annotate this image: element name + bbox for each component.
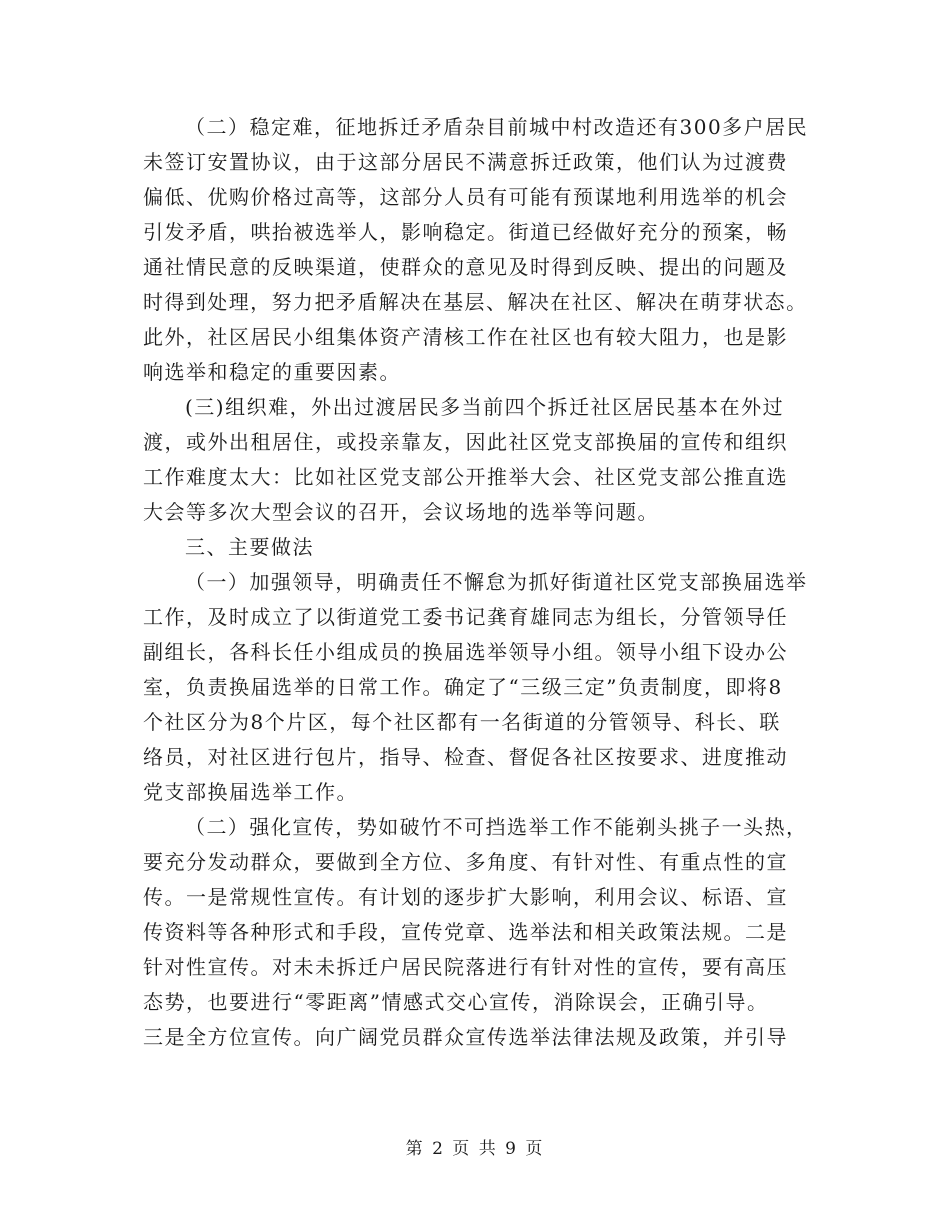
page-number-footer: 第 2 页 共 9 页 bbox=[405, 1139, 545, 1159]
section-heading: 三、主要做法 bbox=[185, 535, 314, 559]
paragraph-line: 偏低、优购价格过高等，这部分人员有可能有预谋地利用选举的机会 bbox=[143, 185, 788, 209]
paragraph-line: 此外，社区居民小组集体资产清核工作在社区也有较大阻力，也是影 bbox=[143, 325, 788, 349]
paragraph-line: 络员，对社区进行包片，指导、检查、督促各社区按要求、进度推动 bbox=[143, 745, 788, 769]
paragraph-line: 针对性宣传。对未未拆迁户居民院落进行有针对性的宣传，要有高压 bbox=[143, 955, 788, 979]
paragraph-line: 党支部换届选举工作。 bbox=[143, 780, 358, 804]
paragraph-line: 副组长，各科长任小组成员的换届选举领导小组。领导小组下设办公 bbox=[143, 640, 788, 664]
paragraph-line: 传资料等各种形式和手段，宣传党章、选举法和相关政策法规。二是 bbox=[143, 920, 788, 944]
paragraph-line: （一）加强领导，明确责任不懈怠为抓好街道社区党支部换届选举 bbox=[185, 570, 808, 594]
paragraph-line: 传。一是常规性宣传。有计划的逐步扩大影响，利用会议、标语、宣 bbox=[143, 885, 788, 909]
paragraph-line: （二）强化宣传，势如破竹不可挡选举工作不能剃头挑子一头热， bbox=[185, 815, 808, 839]
paragraph-line: 三是全方位宣传。向广阔党员群众宣传选举法律法规及政策，并引导 bbox=[143, 1025, 788, 1049]
paragraph-line: 个社区分为8个片区，每个社区都有一名街道的分管领导、科长、联 bbox=[143, 710, 781, 734]
paragraph-line: 未签订安置协议，由于这部分居民不满意拆迁政策，他们认为过渡费 bbox=[143, 150, 788, 174]
paragraph-line: （二）稳定难，征地拆迁矛盾杂目前城中村改造还有300多户居民 bbox=[185, 115, 809, 139]
paragraph-line: 响选举和稳定的重要因素。 bbox=[143, 360, 401, 384]
paragraph-line: 通社情民意的反映渠道，使群众的意见及时得到反映、提出的问题及 bbox=[143, 255, 788, 279]
paragraph-line: 引发矛盾，哄抬被选举人，影响稳定。街道已经做好充分的预案，畅 bbox=[143, 220, 788, 244]
paragraph-line: 工作难度太大：比如社区党支部公开推举大会、社区党支部公推直选 bbox=[143, 465, 788, 489]
paragraph-line: 室，负责换届选举的日常工作。确定了“三级三定”负责制度，即将8 bbox=[143, 675, 783, 699]
paragraph-line: 渡，或外出租居住，或投亲靠友，因此社区党支部换届的宣传和组织 bbox=[143, 430, 788, 454]
paragraph-line: 要充分发动群众，要做到全方位、多角度、有针对性、有重点性的宣 bbox=[143, 850, 788, 874]
paragraph-line: 态势，也要进行“零距离”情感式交心宣传，消除误会，正确引导。 bbox=[143, 990, 769, 1014]
paragraph-line: (三)组织难，外出过渡居民多当前四个拆迁社区居民基本在外过 bbox=[185, 395, 785, 419]
paragraph-line: 时得到处理，努力把矛盾解决在基层、解决在社区、解决在萌芽状态。 bbox=[143, 290, 808, 314]
paragraph-line: 工作，及时成立了以街道党工委书记龚育雄同志为组长，分管领导任 bbox=[143, 605, 788, 629]
paragraph-line: 大会等多次大型会议的召开，会议场地的选举等问题。 bbox=[143, 500, 659, 524]
